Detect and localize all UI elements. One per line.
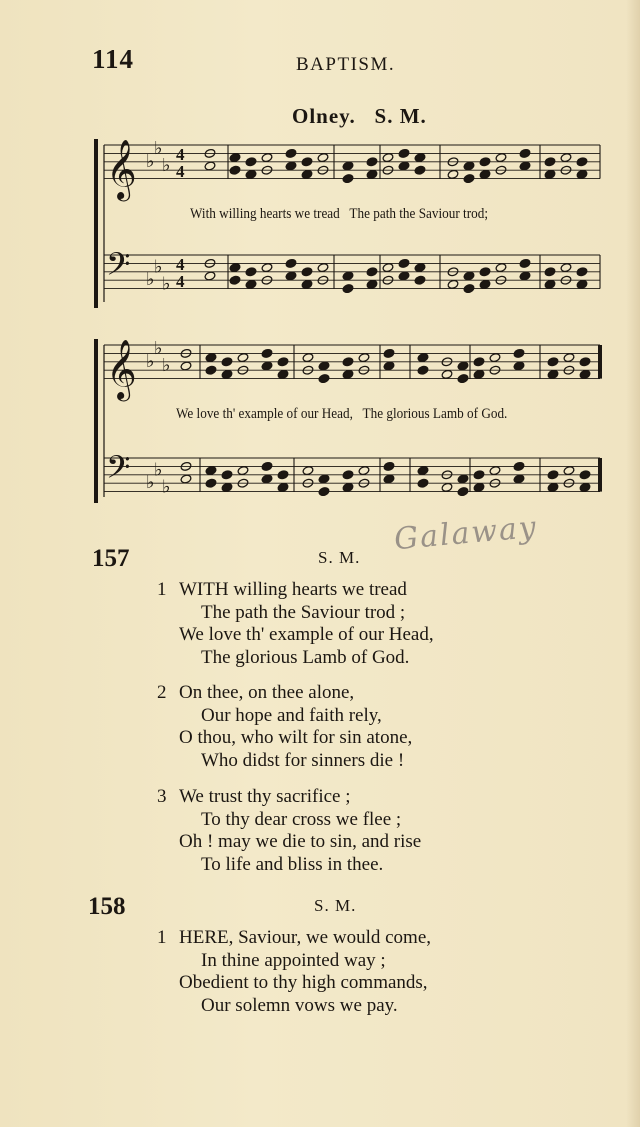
notehead — [277, 482, 289, 492]
notehead — [301, 169, 313, 179]
notehead — [180, 474, 192, 484]
verse-line: O thou, who wilt for sin atone, — [179, 727, 413, 748]
verse-line: On thee, on thee alone, — [179, 682, 355, 703]
hymn-157-stanza-1 — [157, 579, 434, 669]
notehead — [204, 161, 216, 171]
notehead — [495, 153, 507, 163]
notehead — [366, 267, 378, 277]
notehead — [261, 153, 273, 163]
flat-icon: ♭ — [146, 350, 155, 371]
notehead — [473, 482, 485, 492]
verse-line: To life and bliss in thee. — [201, 853, 384, 875]
notehead — [383, 348, 395, 358]
notehead — [205, 478, 217, 488]
notehead — [285, 161, 297, 171]
flat-icon: ♭ — [154, 338, 163, 359]
notehead — [398, 161, 410, 171]
notehead — [317, 153, 329, 163]
notehead — [342, 470, 354, 480]
notehead — [441, 482, 453, 492]
bass-clef-icon: 𝄢 — [106, 449, 131, 493]
notehead — [576, 157, 588, 167]
notehead — [301, 267, 313, 277]
time-signature: 4 — [176, 255, 185, 274]
notehead — [382, 263, 394, 273]
notehead — [457, 474, 469, 484]
flat-icon: ♭ — [154, 256, 163, 277]
notehead — [317, 263, 329, 273]
notehead — [398, 148, 410, 158]
notehead — [229, 153, 241, 163]
verse-line: The path the Saviour trod ; — [201, 601, 406, 623]
notehead — [382, 153, 394, 163]
time-signature: 4 — [176, 145, 185, 164]
notehead — [447, 279, 459, 289]
time-signature: 4 — [176, 272, 185, 291]
notehead — [519, 271, 531, 281]
notehead — [479, 279, 491, 289]
notehead — [576, 267, 588, 277]
notehead — [563, 466, 575, 476]
notehead — [366, 169, 378, 179]
notehead — [261, 263, 273, 273]
tune-title: Olney. S. M. — [292, 104, 427, 128]
hymn-158-meter: S. M. — [314, 896, 357, 915]
notehead — [318, 487, 330, 497]
notehead — [358, 466, 370, 476]
notehead — [414, 165, 426, 175]
hymn-number-157: 157 — [92, 545, 130, 572]
stanza-number: 1 — [157, 579, 167, 600]
verse-line: Who didst for sinners die ! — [201, 749, 405, 771]
stanza-number: 3 — [157, 786, 167, 807]
notehead — [237, 466, 249, 476]
notehead — [417, 353, 429, 363]
notehead — [489, 353, 501, 363]
notehead — [463, 271, 475, 281]
hymn-157-meter: S. M. — [318, 548, 361, 567]
notehead — [229, 165, 241, 175]
notehead — [245, 267, 257, 277]
notehead — [576, 169, 588, 179]
notehead — [302, 353, 314, 363]
verse-line: In thine appointed way ; — [201, 949, 386, 971]
verse-line: Our hope and faith rely, — [201, 704, 382, 726]
notehead — [495, 263, 507, 273]
notehead — [205, 466, 217, 476]
notehead — [513, 361, 525, 371]
verse-line: To thy dear cross we flee ; — [201, 808, 402, 830]
notehead — [579, 482, 591, 492]
notehead — [547, 357, 559, 367]
notehead — [473, 369, 485, 379]
page-number: 114 — [92, 44, 135, 74]
notehead — [547, 482, 559, 492]
handwritten-annotation: Galaway — [392, 509, 540, 558]
notehead — [398, 258, 410, 268]
notehead — [342, 161, 354, 171]
notehead — [519, 161, 531, 171]
bass-clef-icon: 𝄢 — [106, 246, 131, 290]
notehead — [229, 263, 241, 273]
notehead — [261, 461, 273, 471]
flat-icon: ♭ — [162, 355, 171, 375]
notehead — [519, 258, 531, 268]
notehead — [237, 353, 249, 363]
notehead — [563, 353, 575, 363]
flat-icon: ♭ — [162, 273, 171, 294]
notehead — [579, 369, 591, 379]
treble-clef-icon: 𝄞 — [106, 339, 137, 400]
notehead — [576, 279, 588, 289]
notehead — [285, 148, 297, 158]
notehead — [479, 157, 491, 167]
notehead — [261, 361, 273, 371]
time-signature: 4 — [176, 162, 185, 181]
running-head: BAPTISM. — [296, 54, 396, 75]
notehead — [342, 482, 354, 492]
verse-line: HERE, Saviour, we would come, — [179, 927, 432, 948]
hymn-157-stanza-2 — [157, 682, 412, 772]
notehead — [414, 153, 426, 163]
notehead — [473, 470, 485, 480]
notehead — [417, 478, 429, 488]
notehead — [547, 369, 559, 379]
notehead — [277, 357, 289, 367]
notehead — [358, 353, 370, 363]
notehead — [342, 174, 354, 184]
verse-line: WITH willing hearts we tread — [179, 579, 407, 600]
notehead — [547, 470, 559, 480]
notehead — [457, 361, 469, 371]
flat-icon: ♭ — [162, 476, 171, 497]
hymn-157-stanza-3 — [157, 786, 421, 876]
notehead — [261, 348, 273, 358]
notehead — [318, 361, 330, 371]
flat-icon: ♭ — [146, 472, 155, 493]
verse-line: The glorious Lamb of God. — [201, 646, 410, 668]
system-bracket — [94, 339, 98, 503]
notehead — [277, 470, 289, 480]
notehead — [414, 263, 426, 273]
notehead — [180, 361, 192, 371]
notehead — [204, 271, 216, 281]
notehead — [441, 369, 453, 379]
flat-icon: ♭ — [146, 269, 155, 290]
notehead — [342, 369, 354, 379]
verse-line: Our solemn vows we pay. — [201, 994, 398, 1016]
notehead — [318, 374, 330, 384]
notehead — [261, 474, 273, 484]
notehead — [221, 470, 233, 480]
notehead — [301, 279, 313, 289]
notehead — [463, 174, 475, 184]
notehead — [417, 365, 429, 375]
notehead — [221, 369, 233, 379]
notehead — [383, 474, 395, 484]
notehead — [479, 267, 491, 277]
notehead — [366, 279, 378, 289]
notehead — [221, 357, 233, 367]
notehead — [519, 148, 531, 158]
notehead — [414, 275, 426, 285]
notehead — [285, 271, 297, 281]
notehead — [544, 279, 556, 289]
notehead — [245, 157, 257, 167]
notehead — [205, 353, 217, 363]
notehead — [544, 267, 556, 277]
notehead — [366, 157, 378, 167]
notehead — [383, 361, 395, 371]
system-bracket — [94, 139, 98, 308]
notehead — [457, 374, 469, 384]
notehead — [463, 284, 475, 294]
tune-lyrics-line-1: With willing hearts we tread The path the Saviour trod; — [190, 206, 488, 222]
notehead — [463, 161, 475, 171]
notehead — [245, 279, 257, 289]
flat-icon: ♭ — [154, 138, 163, 159]
flat-icon: ♭ — [154, 459, 163, 480]
notehead — [447, 169, 459, 179]
notehead — [342, 271, 354, 281]
stanza-number: 1 — [157, 927, 167, 948]
notehead — [302, 466, 314, 476]
notehead — [342, 357, 354, 367]
notehead — [579, 357, 591, 367]
notehead — [579, 470, 591, 480]
notehead — [457, 487, 469, 497]
stanza-number: 2 — [157, 682, 167, 703]
notehead — [489, 466, 501, 476]
notehead — [479, 169, 491, 179]
verse-line: Obedient to thy high commands, — [179, 972, 428, 993]
verse-line: Oh ! may we die to sin, and rise — [179, 831, 422, 852]
notehead — [383, 461, 395, 471]
verse-line: We trust thy sacrifice ; — [179, 786, 351, 807]
hymn-number-158: 158 — [88, 893, 126, 920]
flat-icon: ♭ — [146, 150, 155, 171]
notehead — [544, 169, 556, 179]
notehead — [205, 365, 217, 375]
notehead — [473, 357, 485, 367]
notehead — [513, 474, 525, 484]
notehead — [417, 466, 429, 476]
notehead — [513, 461, 525, 471]
notehead — [342, 284, 354, 294]
notehead — [221, 482, 233, 492]
flat-icon: ♭ — [162, 155, 171, 175]
hymn-158-stanza-1 — [157, 927, 431, 1017]
notehead — [513, 348, 525, 358]
notehead — [301, 157, 313, 167]
notehead — [398, 271, 410, 281]
verse-line: We love th' example of our Head, — [179, 624, 434, 645]
notehead — [229, 275, 241, 285]
tune-lyrics-line-2: We love th' example of our Head, The glorious Lamb of God. — [176, 406, 508, 422]
notehead — [544, 157, 556, 167]
notehead — [277, 369, 289, 379]
notehead — [285, 258, 297, 268]
treble-clef-icon: 𝄞 — [106, 139, 137, 200]
notehead — [560, 153, 572, 163]
notehead — [318, 474, 330, 484]
notehead — [245, 169, 257, 179]
notehead — [560, 263, 572, 273]
